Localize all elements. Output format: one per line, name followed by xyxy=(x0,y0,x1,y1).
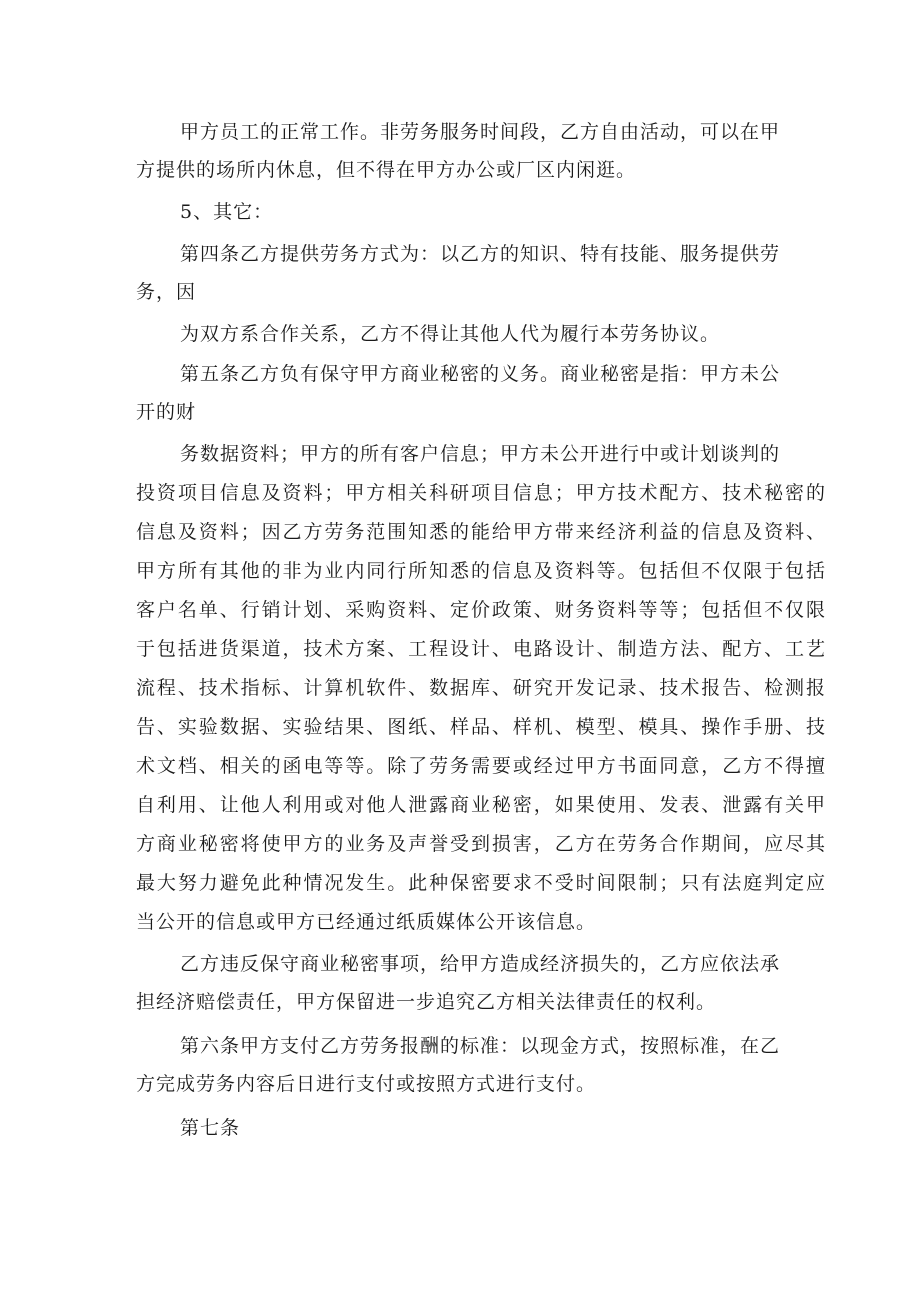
text-line: 为双方系合作关系，乙方不得让其他人代为履行本劳务协议。 xyxy=(180,323,721,345)
text-line: 自利用、让他人利用或对他人泄露商业秘密，如果使用、发表、泄露有关甲 xyxy=(136,794,826,816)
text-line: 客户名单、行销计划、采购资料、定价政策、财务资料等等；包括但不仅限 xyxy=(136,599,826,621)
text-line: 务数据资料；甲方的所有客户信息；甲方未公开进行中或计划谈判的 xyxy=(180,443,781,465)
text-line: 当公开的信息或甲方已经通过纸质媒体公开该信息。 xyxy=(136,911,597,933)
text-line: 方商业秘密将使甲方的业务及声誉受到损害，乙方在劳务合作期间，应尽其 xyxy=(136,833,826,855)
text-line: 流程、技术指标、计算机软件、数据库、研究开发记录、技术报告、检测报 xyxy=(136,677,826,699)
text-line: 术文档、相关的函电等等。除了劳务需要或经过甲方书面同意，乙方不得擅 xyxy=(136,755,826,777)
text-line: 开的财 xyxy=(136,401,197,423)
article-four-line: 第四条乙方提供劳务方式为：以乙方的知识、特有技能、服务提供劳 xyxy=(180,243,781,265)
text-line: 方提供的场所内休息，但不得在甲方办公或厂区内闲逛。 xyxy=(136,159,637,181)
text-line: 方完成劳务内容后日进行支付或按照方式进行支付。 xyxy=(136,1073,597,1095)
text-line: 乙方违反保守商业秘密事项，给甲方造成经济损失的，乙方应依法承 xyxy=(180,953,781,975)
article-six-line: 第六条甲方支付乙方劳务报酬的标准：以现金方式，按照标准，在乙 xyxy=(180,1035,781,1057)
text-line: 务，因 xyxy=(136,281,197,303)
text-line: 信息及资料；因乙方劳务范围知悉的能给甲方带来经济利益的信息及资料、 xyxy=(136,521,826,543)
text-line: 甲方所有其他的非为业内同行所知悉的信息及资料等。包括但不仅限于包括 xyxy=(136,560,826,582)
text-line: 投资项目信息及资料；甲方相关科研项目信息；甲方技术配方、技术秘密的 xyxy=(136,482,826,504)
text-line: 担经济赔偿责任，甲方保留进一步追究乙方相关法律责任的权利。 xyxy=(136,991,717,1013)
article-seven-heading: 第七条 xyxy=(180,1117,241,1139)
section-heading: 5、其它： xyxy=(180,201,274,223)
text-line: 告、实验数据、实验结果、图纸、样品、样机、模型、模具、操作手册、技 xyxy=(136,716,826,738)
text-line: 最大努力避免此种情况发生。此种保密要求不受时间限制；只有法庭判定应 xyxy=(136,872,826,894)
article-five-line: 第五条乙方负有保守甲方商业秘密的义务。商业秘密是指：甲方未公 xyxy=(180,363,781,385)
text-line: 于包括进货渠道，技术方案、工程设计、电路设计、制造方法、配方、工艺 xyxy=(136,638,826,660)
text-line: 甲方员工的正常工作。非劳务服务时间段，乙方自由活动，可以在甲 xyxy=(180,121,781,143)
